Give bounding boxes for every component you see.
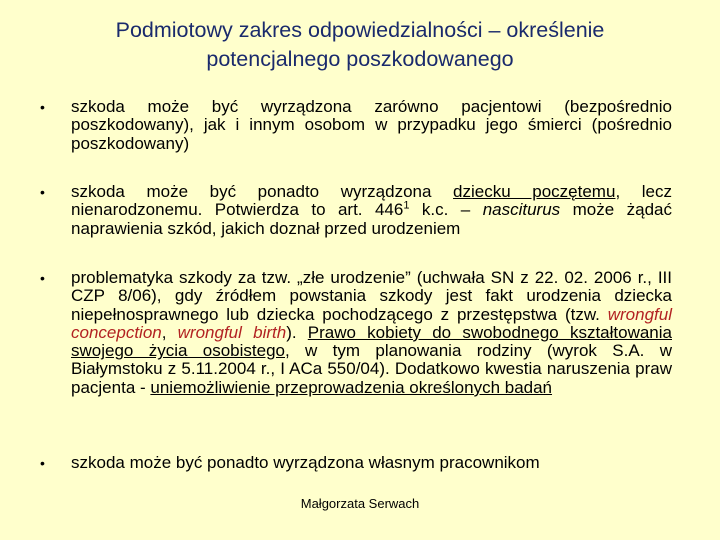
superscript: 1: [403, 199, 410, 212]
title-line-1: Podmiotowy zakres odpowiedzialności – określenie: [115, 18, 605, 42]
underlined-phrase: Prawo kobiety do swobodnego kształtowania swojego życia osobistego: [71, 322, 672, 361]
bullet-marker: •: [40, 99, 45, 115]
red-italic-term: wrongful concepction: [71, 304, 672, 342]
underlined-phrase: uniemożliwienie przeprowadzenia określonych badań: [150, 377, 553, 397]
bullet-item-wrongful-birth: [40, 269, 672, 397]
italic-term: nasciturus: [482, 200, 561, 220]
bullet-item-patient: [40, 98, 672, 153]
bullet-marker: •: [40, 455, 45, 471]
footer-author: Małgorzata Serwach: [300, 496, 420, 511]
bullet-marker: •: [40, 184, 45, 200]
bullet-text: szkoda może być wyrządzona zarówno pacjentowi (bezpośrednio poszkodowany), jak i innym osobom w przypadku jego śmierci (pośrednio poszkodowany): [71, 97, 672, 153]
bullet-text: [71, 269, 672, 397]
text-run: może żądać naprawienia szkód, jakich doznał przed urodzeniem: [71, 200, 672, 238]
red-italic-term: wrongful birth: [177, 322, 287, 342]
text-run: problematyka szkody za tzw. „złe urodzenie” (uchwała SN z 22. 02. 2006 r., III CZP 8/06), gdy źródłem powstania szkody jest fakt urodzenia dziecka niepełnosprawnego lub dziecka pochodzącego z przestępstwa (tzw.: [71, 268, 672, 324]
bullet-item-employees: [40, 454, 672, 472]
text-run: , w tym planowania rodziny (wyrok S.A. w Białymstoku z 5.11.2004 r., I ACa 550/04). Dodatkowo kwestia naruszenia praw pacjenta -: [71, 341, 672, 397]
slide-title: [40, 16, 680, 74]
text-run: ).: [286, 322, 308, 342]
text-run: szkoda może być ponadto wyrządzona: [71, 182, 454, 201]
bullet-text: [71, 183, 672, 238]
bullet-item-conceived-child: [40, 183, 672, 238]
text-run: , lecz nienarodzonemu. Potwierdza to art. 446: [71, 182, 672, 220]
text-run: k.c. –: [409, 200, 483, 220]
underlined-phrase: dziecku poczętemu: [453, 182, 616, 201]
bullet-marker: •: [40, 270, 45, 286]
title-line-2: potencjalnego poszkodowanego: [206, 47, 514, 71]
bullet-text: szkoda może być ponadto wyrządzona własnym pracownikom: [71, 453, 540, 472]
text-run: ,: [161, 322, 178, 342]
